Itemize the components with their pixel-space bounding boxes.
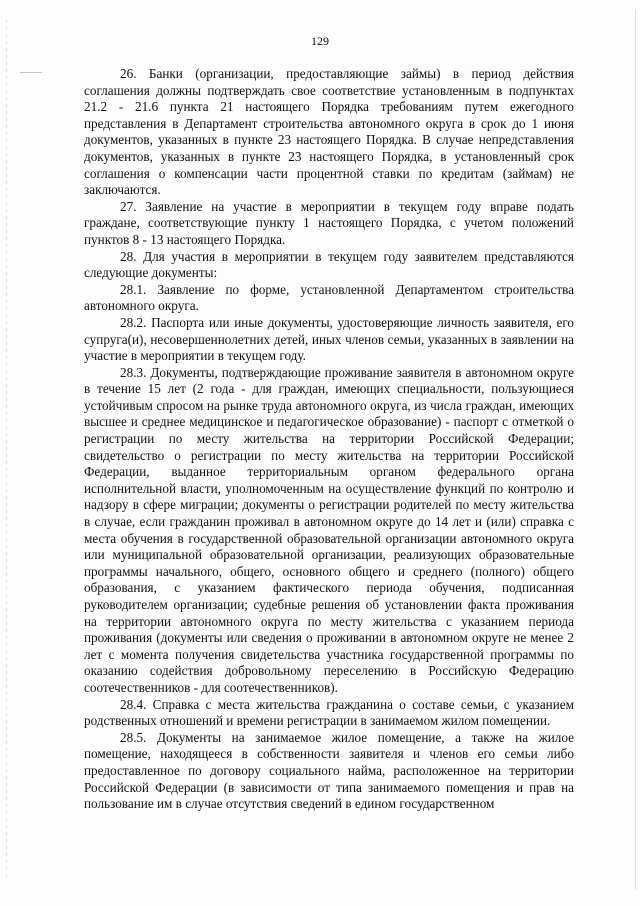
paragraph-28-1: 28.1. Заявление по форме, установленной Департаментом строительства автономного округа. xyxy=(84,281,574,314)
page-number: 129 xyxy=(311,34,329,48)
paragraph-26: 26. Банки (организации, предоставляющие займы) в период действия соглашения должны подтверждать свое соответствие установленным в подпунктах 21.2 - 21.6 пункта 21 настоящего Порядка требованиям путем ежегодного представления в Департамент строительства автономного округа в срок до 1 июня документов, указанных в пункте 23 настоящего Порядка. В случае непредставления документов, указанных в пункте 23 настоящего Порядка, в установленный срок соглашения о компенсации части процентной ставки по кредитам (займам) не заключаются. xyxy=(84,66,574,198)
scan-edge-left xyxy=(6,20,7,880)
paragraph-28-2: 28.2. Паспорта или иные документы, удостоверяющие личность заявителя, его супруга(и), несовершеннолетних детей, иных членов семьи, указанных в заявлении на участие в мероприятии в текущем году. xyxy=(84,314,574,364)
paragraph-28-5: 28.5. Документы на занимаемое жилое помещение, а также на жилое помещение, находящееся в собственности заявителя и членов его семьи либо предоставленное по договору социального найма, расположенное на территории Российской Федерации (в зависимости от типа занимаемого помещения и прав на пользование им в случае отсутствия сведений в едином государственном xyxy=(84,729,574,812)
scan-mark xyxy=(20,72,42,73)
document-body xyxy=(84,66,574,813)
paragraph-27: 27. Заявление на участие в мероприятии в текущем году вправе подать граждане, соответствующие пункту 1 настоящего Порядка, с учетом положений пунктов 8 - 13 настоящего Порядка. xyxy=(84,198,574,247)
paragraph-28-4: 28.4. Справка с места жительства гражданина о составе семьи, с указанием родственных отношений и времени регистрации в занимаемом жилом помещении. xyxy=(84,696,574,729)
paragraph-28: 28. Для участия в мероприятии в текущем году заявителем представляются следующие документы: xyxy=(84,248,574,281)
scan-edge-right xyxy=(635,10,636,890)
paragraph-28-3: 28.3. Документы, подтверждающие проживание заявителя в автономном округе в течение 15 лет (2 года - для граждан, имеющих специальности, пользующиеся устойчивым спросом на рынке труда автономного округа, из числа граждан, имеющих высшее и среднее медицинское и педагогическое образование) - паспорт с отметкой о регистрации по месту жительства на территории Российской Федерации; свидетельство о регистрации по месту жительства на территории Российской Федерации, выданное территориальным органом федерального органа исполнительной власти, уполномоченным на осуществление функций по контролю и надзору в сфере миграции; документы о регистрации родителей по месту жительства в случае, если гражданин проживал в автономном округе до 14 лет и (или) справка с места обучения в государственной образовательной организации автономного округа или муниципальной образовательной организации, реализующих образовательные программы начального, общего, основного общего и среднего (полного) общего образования, с указанием фактического периода обучения, подписанная руководителем организации; судебные решения об установлении факта проживания на территории автономного округа по месту жительства с указанием периода проживания (документы или сведения о проживании в автономном округе не менее 2 лет с момента получения свидетельства участника государственной программы по оказанию содействия добровольному переселению в Российскую Федерацию соотечественников - для соотечественников). xyxy=(84,364,574,695)
